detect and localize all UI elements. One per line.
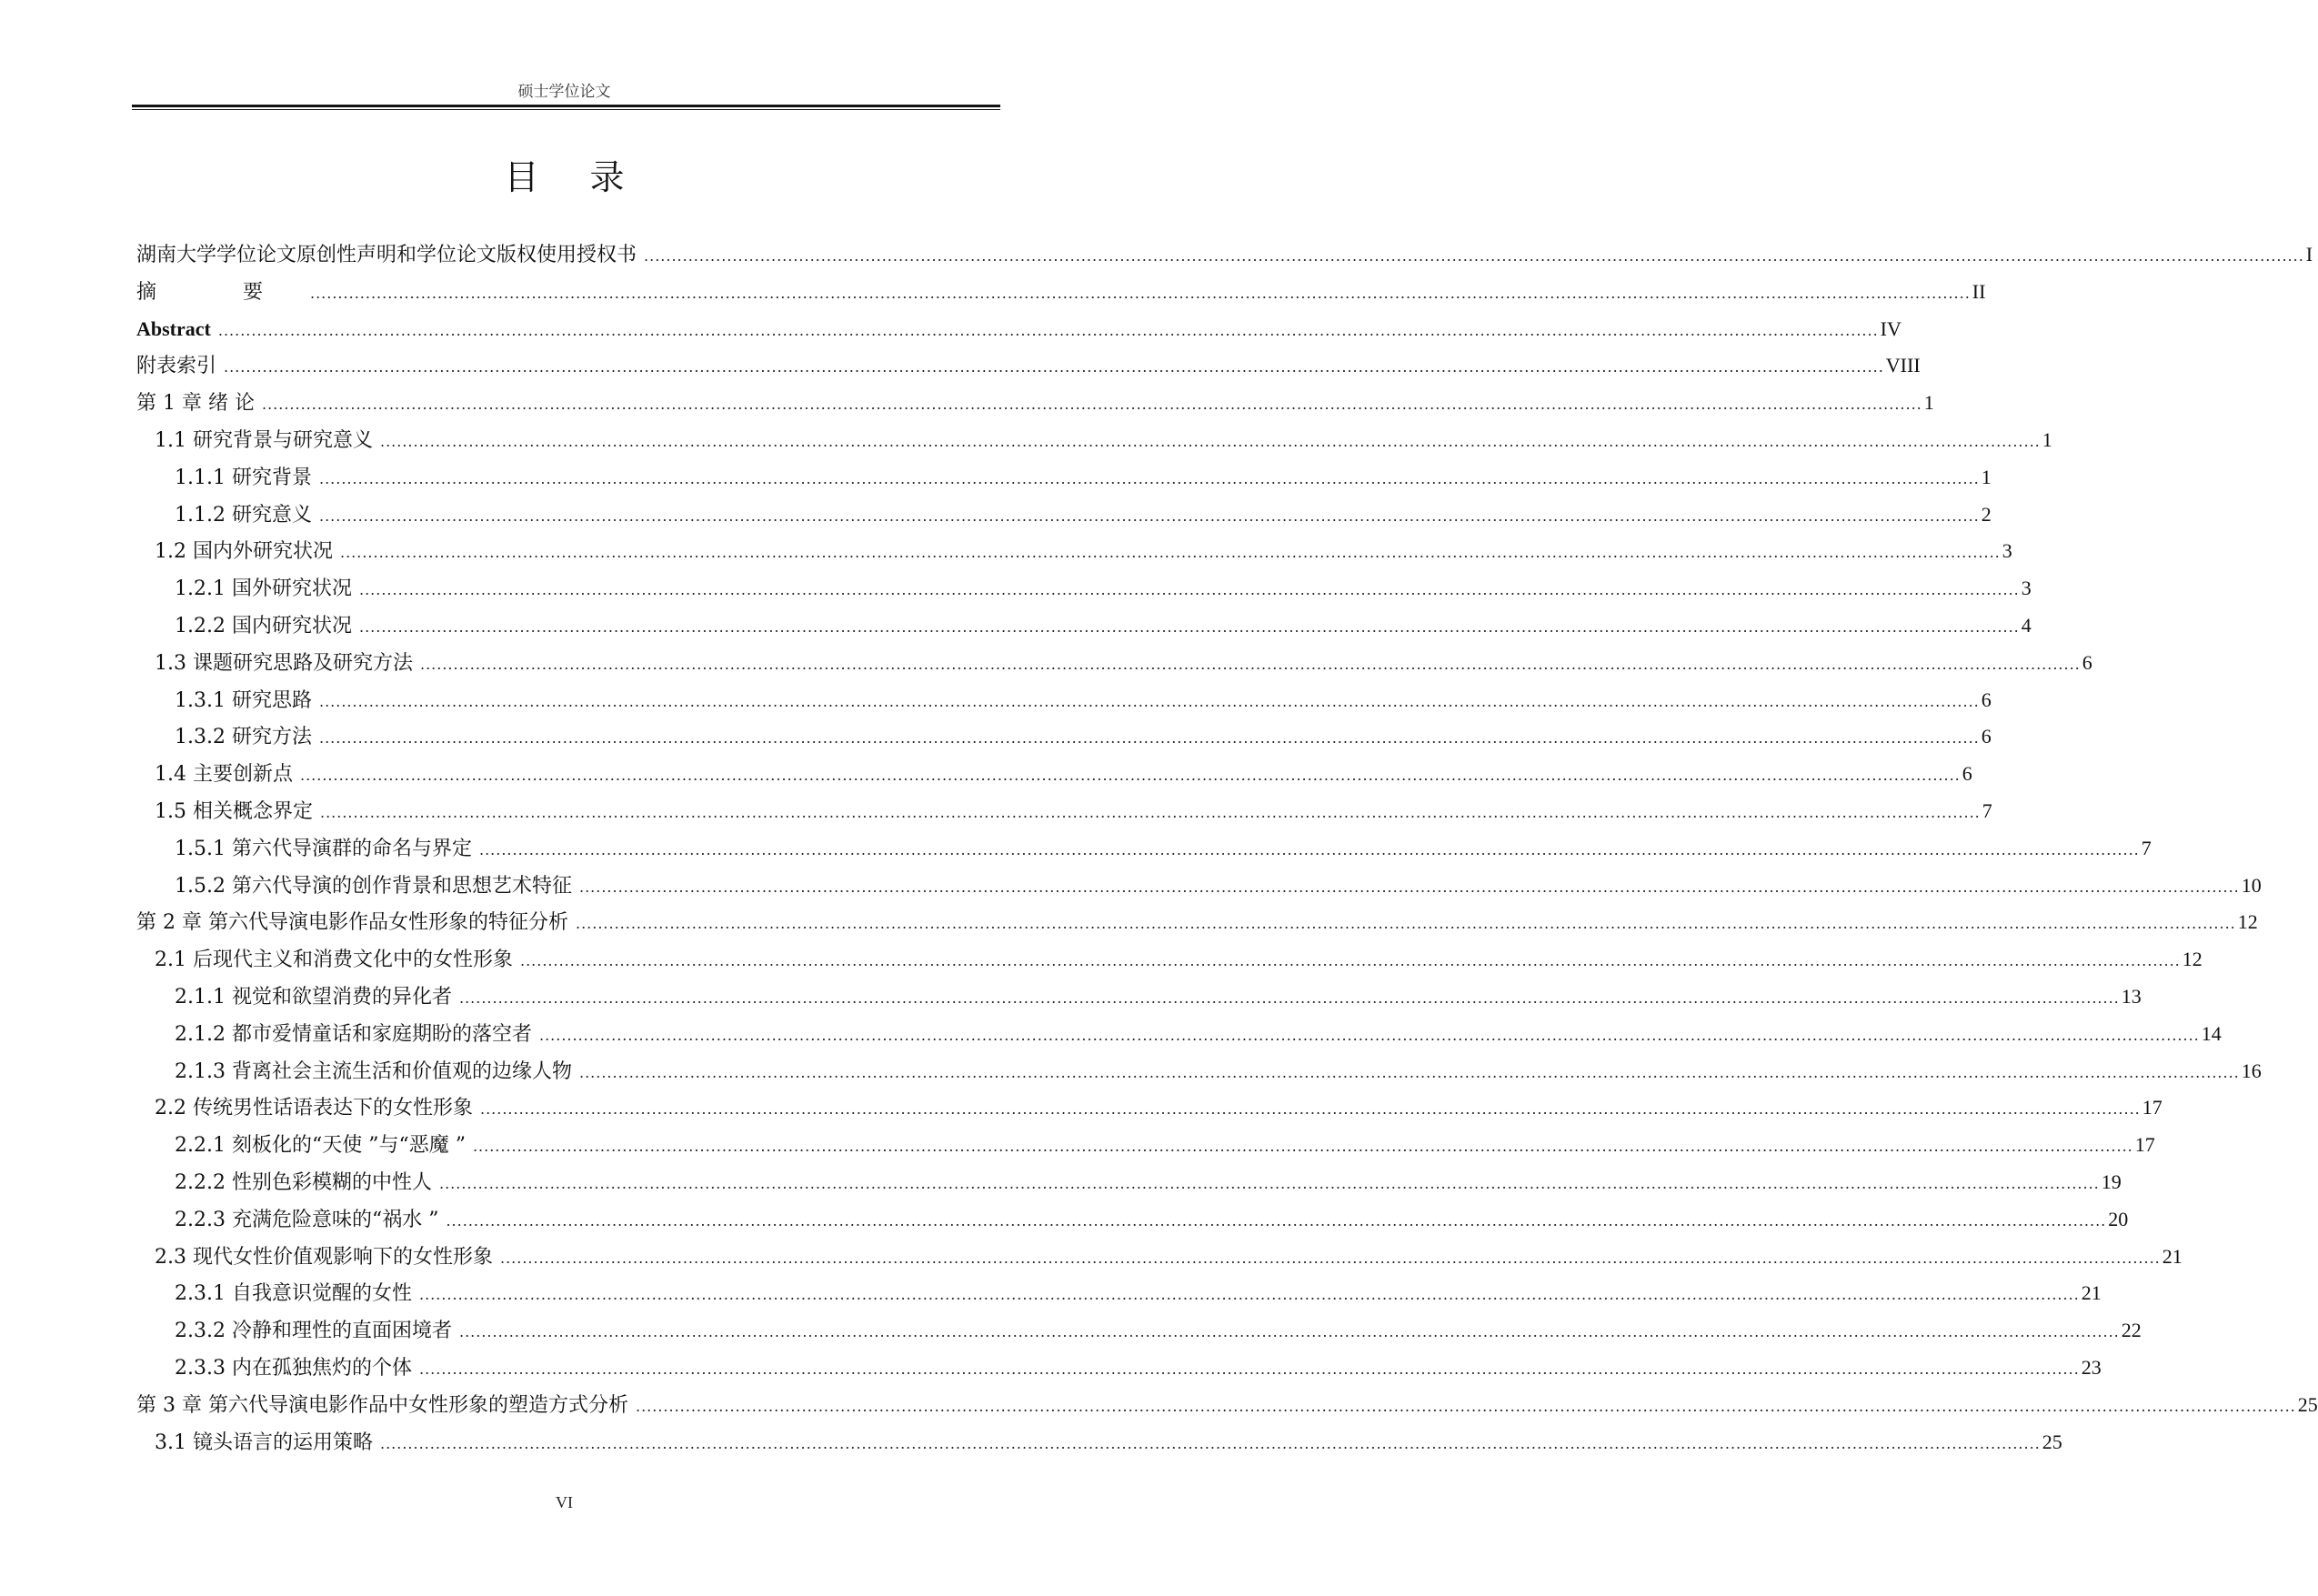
- toc-entry-page: 1: [2042, 428, 2052, 451]
- toc-entry-label: 2.2.2 性别色彩模糊的中性人: [175, 1171, 432, 1194]
- running-header: 硕士学位论文: [517, 83, 611, 101]
- toc-entry-label: 2.1.3 背离社会主流生活和价值观的边缘人物: [175, 1060, 572, 1083]
- toc-entry-label: 第 3 章 第六代导演电影作品中女性形象的塑造方式分析: [136, 1394, 628, 1417]
- toc-entry[interactable]: [175, 1314, 2142, 1347]
- toc-entry-page: 6: [2082, 651, 2092, 674]
- toc-entry-label: 附表索引: [136, 355, 217, 377]
- toc-entry-label: 1.1.1 研究背景: [175, 467, 312, 489]
- toc-entry-page: 17: [2142, 1096, 2162, 1119]
- toc-entry[interactable]: [175, 832, 2152, 865]
- toc-entry-label: 2.2.3 充满危险意味的“祸水 ”: [175, 1209, 439, 1231]
- toc-dot-leader: ............................................................................................................................................................................................................................................................................................................: [478, 841, 2140, 858]
- toc-entry[interactable]: [175, 980, 2142, 1013]
- toc-dot-leader: ............................................................................................................................................................................................................................................................................................................: [458, 1323, 2120, 1340]
- toc-dot-leader: ............................................................................................................................................................................................................................................................................................................: [578, 1064, 2240, 1081]
- toc-entry-label: 1.1.2 研究意义: [175, 504, 312, 527]
- toc-dot-leader: ............................................................................................................................................................................................................................................................................................................: [318, 729, 1980, 747]
- toc-dot-leader: ............................................................................................................................................................................................................................................................................................................: [644, 247, 2304, 265]
- toc-entry-label: 1.5.1 第六代导演群的命名与界定: [175, 838, 472, 860]
- toc-entry-label: 1.3.2 研究方法: [175, 726, 312, 748]
- toc-dot-leader: ............................................................................................................................................................................................................................................................................................................: [446, 1212, 2107, 1230]
- toc-entry[interactable]: [136, 238, 2313, 271]
- toc-dot-leader: ............................................................................................................................................................................................................................................................................................................: [379, 433, 2041, 450]
- toc-entry[interactable]: [136, 906, 2258, 939]
- toc-entry-page: 3: [2002, 539, 2012, 562]
- toc-dot-leader: ............................................................................................................................................................................................................................................................................................................: [318, 507, 1980, 525]
- toc-entry-page: 7: [2141, 837, 2152, 859]
- toc-entry-label: 2.2 传统男性话语表达下的女性形象: [155, 1097, 473, 1119]
- toc-entry[interactable]: [175, 1277, 2102, 1310]
- toc-entry-label: 1.5.2 第六代导演的创作背景和思想艺术特征: [175, 875, 572, 898]
- toc-entry-page: 21: [2162, 1245, 2183, 1268]
- toc-dot-leader: ............................................................................................................................................................................................................................................................................................................: [458, 989, 2120, 1007]
- toc-entry-label: 3.1 镜头语言的运用策略: [155, 1431, 373, 1454]
- toc-entry-label: 2.1 后现代主义和消费文化中的女性形象: [155, 949, 513, 971]
- header-rule-thick: [132, 105, 1000, 107]
- toc-entry[interactable]: [155, 424, 2052, 457]
- toc-entry-label: 2.2.1 刻板化的“天使 ”与“恶魔 ”: [175, 1134, 466, 1157]
- toc-dot-leader: ............................................................................................................................................................................................................................................................................................................: [499, 1250, 2161, 1267]
- toc-entry[interactable]: [155, 1426, 2062, 1459]
- toc-dot-leader: ............................................................................................................................................................................................................................................................................................................: [217, 322, 1879, 339]
- toc-entry-page: 1: [1981, 466, 1992, 488]
- toc-dot-leader: ............................................................................................................................................................................................................................................................................................................: [418, 1286, 2080, 1303]
- toc-entry[interactable]: [136, 313, 1902, 346]
- toc-dot-leader: ............................................................................................................................................................................................................................................................................................................: [438, 1175, 2100, 1192]
- toc-entry-page: 21: [2081, 1281, 2102, 1304]
- toc-entry[interactable]: [175, 1055, 2262, 1088]
- toc-entry-label: 2.1.2 都市爱情童话和家庭期盼的落空者: [175, 1023, 532, 1046]
- toc-entry[interactable]: [155, 535, 2012, 567]
- toc-entry-page: 2: [1981, 503, 1992, 526]
- toc-entry-label: 1.1 研究背景与研究意义: [155, 429, 373, 452]
- toc-dot-leader: ............................................................................................................................................................................................................................................................................................................: [379, 1435, 2041, 1452]
- toc-entry-label: 1.3.1 研究思路: [175, 689, 312, 712]
- header-rule-thin: [132, 109, 1000, 110]
- toc-entry-page: 20: [2108, 1208, 2129, 1230]
- toc-entry-page: 14: [2201, 1022, 2222, 1045]
- toc-entry[interactable]: [175, 1129, 2155, 1161]
- toc-entry-page: 1: [1923, 391, 1934, 414]
- toc-entry-page: 3: [2021, 577, 2032, 599]
- toc-entry[interactable]: [155, 1091, 2162, 1124]
- toc-entry[interactable]: [175, 869, 2262, 902]
- toc-entry[interactable]: [175, 609, 2032, 642]
- toc-entry-page: 6: [1981, 688, 1992, 711]
- toc-entry[interactable]: [175, 572, 2032, 605]
- toc-entry[interactable]: [155, 795, 1992, 828]
- toc-entry-page: I: [2305, 243, 2313, 266]
- toc-entry-label: 1.5 相关概念界定: [155, 800, 313, 823]
- toc-entry-page: 6: [1981, 725, 1992, 748]
- toc-entry[interactable]: [175, 1018, 2222, 1050]
- toc-entry[interactable]: [155, 1240, 2183, 1273]
- toc-entry-page: 6: [1962, 762, 1972, 785]
- toc-entry-label: 第 2 章 第六代导演电影作品女性形象的特征分析: [136, 911, 568, 934]
- toc-entry[interactable]: [175, 720, 1992, 753]
- toc-entry-label: 2.1.1 视觉和欲望消费的异化者: [175, 986, 452, 1009]
- toc-entry-page: 19: [2101, 1170, 2122, 1193]
- page-title: 目 录: [504, 157, 645, 197]
- toc-dot-leader: ............................................................................................................................................................................................................................................................................................................: [419, 656, 2081, 673]
- toc-entry-page: 17: [2134, 1133, 2155, 1156]
- page-number: VI: [556, 1493, 573, 1511]
- toc-entry-page: 25: [2297, 1393, 2318, 1416]
- toc-entry-label: 1.2.1 国外研究状况: [175, 577, 352, 600]
- toc-entry-label: 2.3.3 内在孤独焦灼的个体: [175, 1357, 412, 1380]
- toc-dot-leader: ............................................................................................................................................................................................................................................................................................................: [358, 618, 2020, 636]
- toc-dot-leader: ............................................................................................................................................................................................................................................................................................................: [224, 358, 1884, 376]
- toc-dot-leader: ............................................................................................................................................................................................................................................................................................................: [310, 285, 1971, 302]
- toc-entry-page: 25: [2042, 1430, 2062, 1453]
- toc-entry-label: 湖南大学学位论文原创性声明和学位论文版权使用授权书: [136, 244, 637, 266]
- toc-entry-page: VIII: [1885, 354, 1921, 376]
- toc-entry-label: 2.3.1 自我意识觉醒的女性: [175, 1282, 412, 1305]
- toc-entry[interactable]: [136, 386, 1934, 419]
- toc-entry[interactable]: [175, 1166, 2122, 1199]
- toc-entry-page: II: [1972, 280, 1986, 303]
- toc-entry-label: 摘 要: [136, 281, 303, 304]
- toc-dot-leader: ............................................................................................................................................................................................................................................................................................................: [472, 1138, 2133, 1155]
- toc-entry-page: 12: [2237, 910, 2258, 933]
- toc-entry-label: 1.4 主要创新点: [155, 763, 293, 786]
- toc-entry[interactable]: [136, 349, 1921, 382]
- toc-entry[interactable]: [175, 498, 1992, 531]
- toc-dot-leader: ............................................................................................................................................................................................................................................................................................................: [575, 915, 2236, 932]
- toc-entry-page: 10: [2241, 874, 2262, 897]
- toc-entry-page: 7: [1982, 799, 1992, 822]
- toc-entry[interactable]: [175, 1203, 2129, 1236]
- toc-entry[interactable]: [175, 684, 1992, 717]
- toc-entry-page: 13: [2121, 985, 2142, 1008]
- toc-dot-leader: ............................................................................................................................................................................................................................................................................................................: [339, 544, 2001, 561]
- toc-entry[interactable]: [136, 276, 1986, 308]
- toc-entry-label: 第 1 章 绪 论: [136, 392, 255, 415]
- toc-entry-page: 4: [2021, 614, 2032, 637]
- toc-entry-page: 23: [2081, 1356, 2102, 1379]
- toc-entry[interactable]: [136, 1389, 2318, 1421]
- toc-dot-leader: ............................................................................................................................................................................................................................................................................................................: [635, 1398, 2296, 1415]
- toc-dot-leader: ............................................................................................................................................................................................................................................................................................................: [418, 1360, 2080, 1378]
- toc-entry-label: 1.2 国内外研究状况: [155, 540, 333, 563]
- toc-entry-label: 2.3.2 冷静和理性的直面困境者: [175, 1320, 452, 1342]
- toc-entry[interactable]: [175, 1351, 2102, 1384]
- toc-entry-label: 2.3 现代女性价值观影响下的女性形象: [155, 1246, 493, 1269]
- toc-dot-leader: ............................................................................................................................................................................................................................................................................................................: [261, 396, 1922, 413]
- toc-entry-page: 12: [2182, 948, 2203, 970]
- toc-entry-label: 1.2.2 国内研究状况: [175, 615, 352, 637]
- toc-entry-page: IV: [1880, 317, 1902, 340]
- toc-entry[interactable]: [155, 758, 1972, 790]
- toc-entry-page: 16: [2241, 1059, 2262, 1082]
- toc-dot-leader: ............................................................................................................................................................................................................................................................................................................: [299, 767, 1961, 784]
- toc-entry[interactable]: [175, 461, 1992, 494]
- toc-dot-leader: ............................................................................................................................................................................................................................................................................................................: [578, 878, 2240, 896]
- toc-dot-leader: ............................................................................................................................................................................................................................................................................................................: [318, 470, 1980, 487]
- toc-entry-label: 1.3 课题研究思路及研究方法: [155, 652, 413, 675]
- toc-dot-leader: ............................................................................................................................................................................................................................................................................................................: [538, 1027, 2200, 1044]
- toc-dot-leader: ............................................................................................................................................................................................................................................................................................................: [319, 804, 1981, 821]
- toc-dot-leader: ............................................................................................................................................................................................................................................................................................................: [479, 1100, 2141, 1118]
- toc-dot-leader: ............................................................................................................................................................................................................................................................................................................: [358, 581, 2020, 598]
- toc-entry[interactable]: [155, 943, 2203, 976]
- toc-entry[interactable]: [155, 647, 2092, 679]
- toc-dot-leader: ............................................................................................................................................................................................................................................................................................................: [519, 952, 2181, 969]
- toc-entry-page: 22: [2121, 1319, 2142, 1341]
- toc-dot-leader: ............................................................................................................................................................................................................................................................................................................: [318, 693, 1980, 710]
- toc-entry-label: Abstract: [136, 317, 211, 340]
